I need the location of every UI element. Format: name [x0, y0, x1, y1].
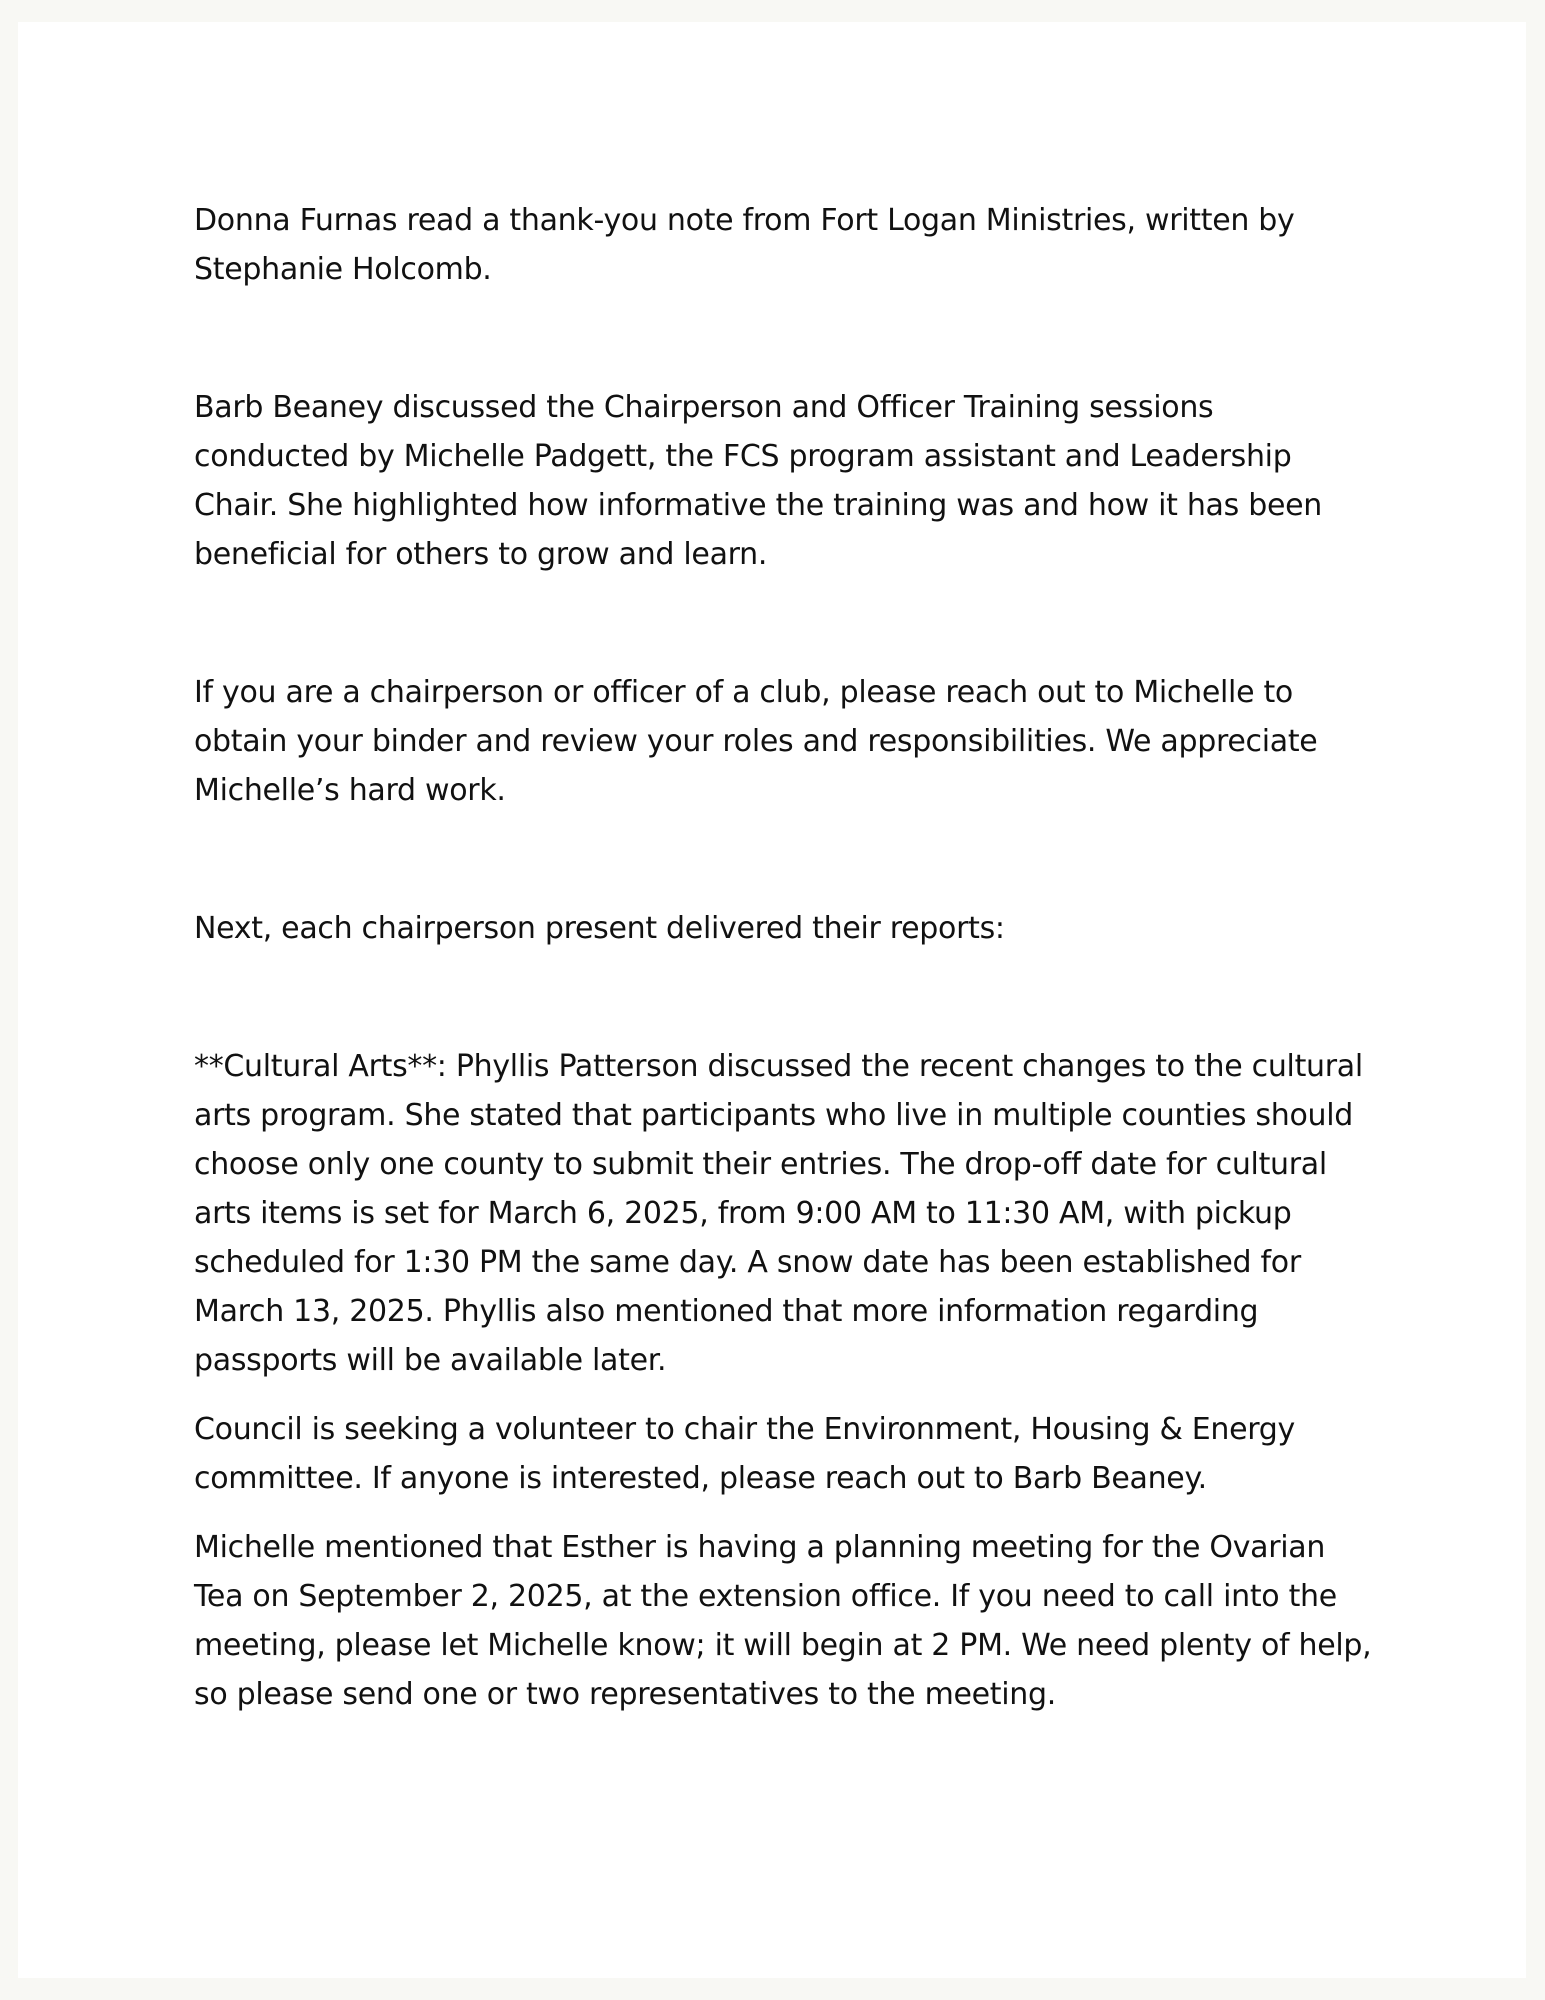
paragraph-thank-you-note: Donna Furnas read a thank-you note from Fort Logan Ministries, written by Stephanie Holcomb. [194, 203, 1295, 287]
paragraph-cultural-arts: **Cultural Arts**: Phyllis Patterson discussed the recent changes to the cultural arts program. She stated that participants who live in multiple counties should choose only one county to submit their entries. The drop-off date for cultural arts items is set for March 6, 2025, from 9:00 AM to 11:30 AM, with pickup scheduled for 1:30 PM the same day. A snow date has been established for March 13, 2025. Phyllis also mentioned that more information regarding passports will be available later. [194, 1049, 1363, 1378]
paragraph-volunteer-request: Council is seeking a volunteer to chair the Environment, Housing & Energy committee. If anyone is interested, please reach out to Barb Beaney. [194, 1412, 1296, 1496]
document-body [194, 196, 1374, 1719]
paragraph-ovarian-tea: Michelle mentioned that Esther is having a planning meeting for the Ovarian Tea on September 2, 2025, at the extension office. If you need to call into the meeting, please let Michelle know; it will begin at 2 PM. We need plenty of help, so please send one or two representatives to the meeting. [194, 1530, 1372, 1712]
paragraph-binder-request: If you are a chairperson or officer of a club, please reach out to Michelle to obtain your binder and review your roles and responsibilities. We appreciate Michelle’s hard work. [194, 675, 1318, 808]
paragraph-officer-training: Barb Beaney discussed the Chairperson and Officer Training sessions conducted by Michelle Padgett, the FCS program assistant and Leadership Chair. She highlighted how informative the training was and how it has been beneficial for others to grow and learn. [194, 390, 1322, 572]
paragraph-reports-intro: Next, each chairperson present delivered their reports: [194, 911, 1005, 946]
document-page [18, 22, 1526, 1978]
